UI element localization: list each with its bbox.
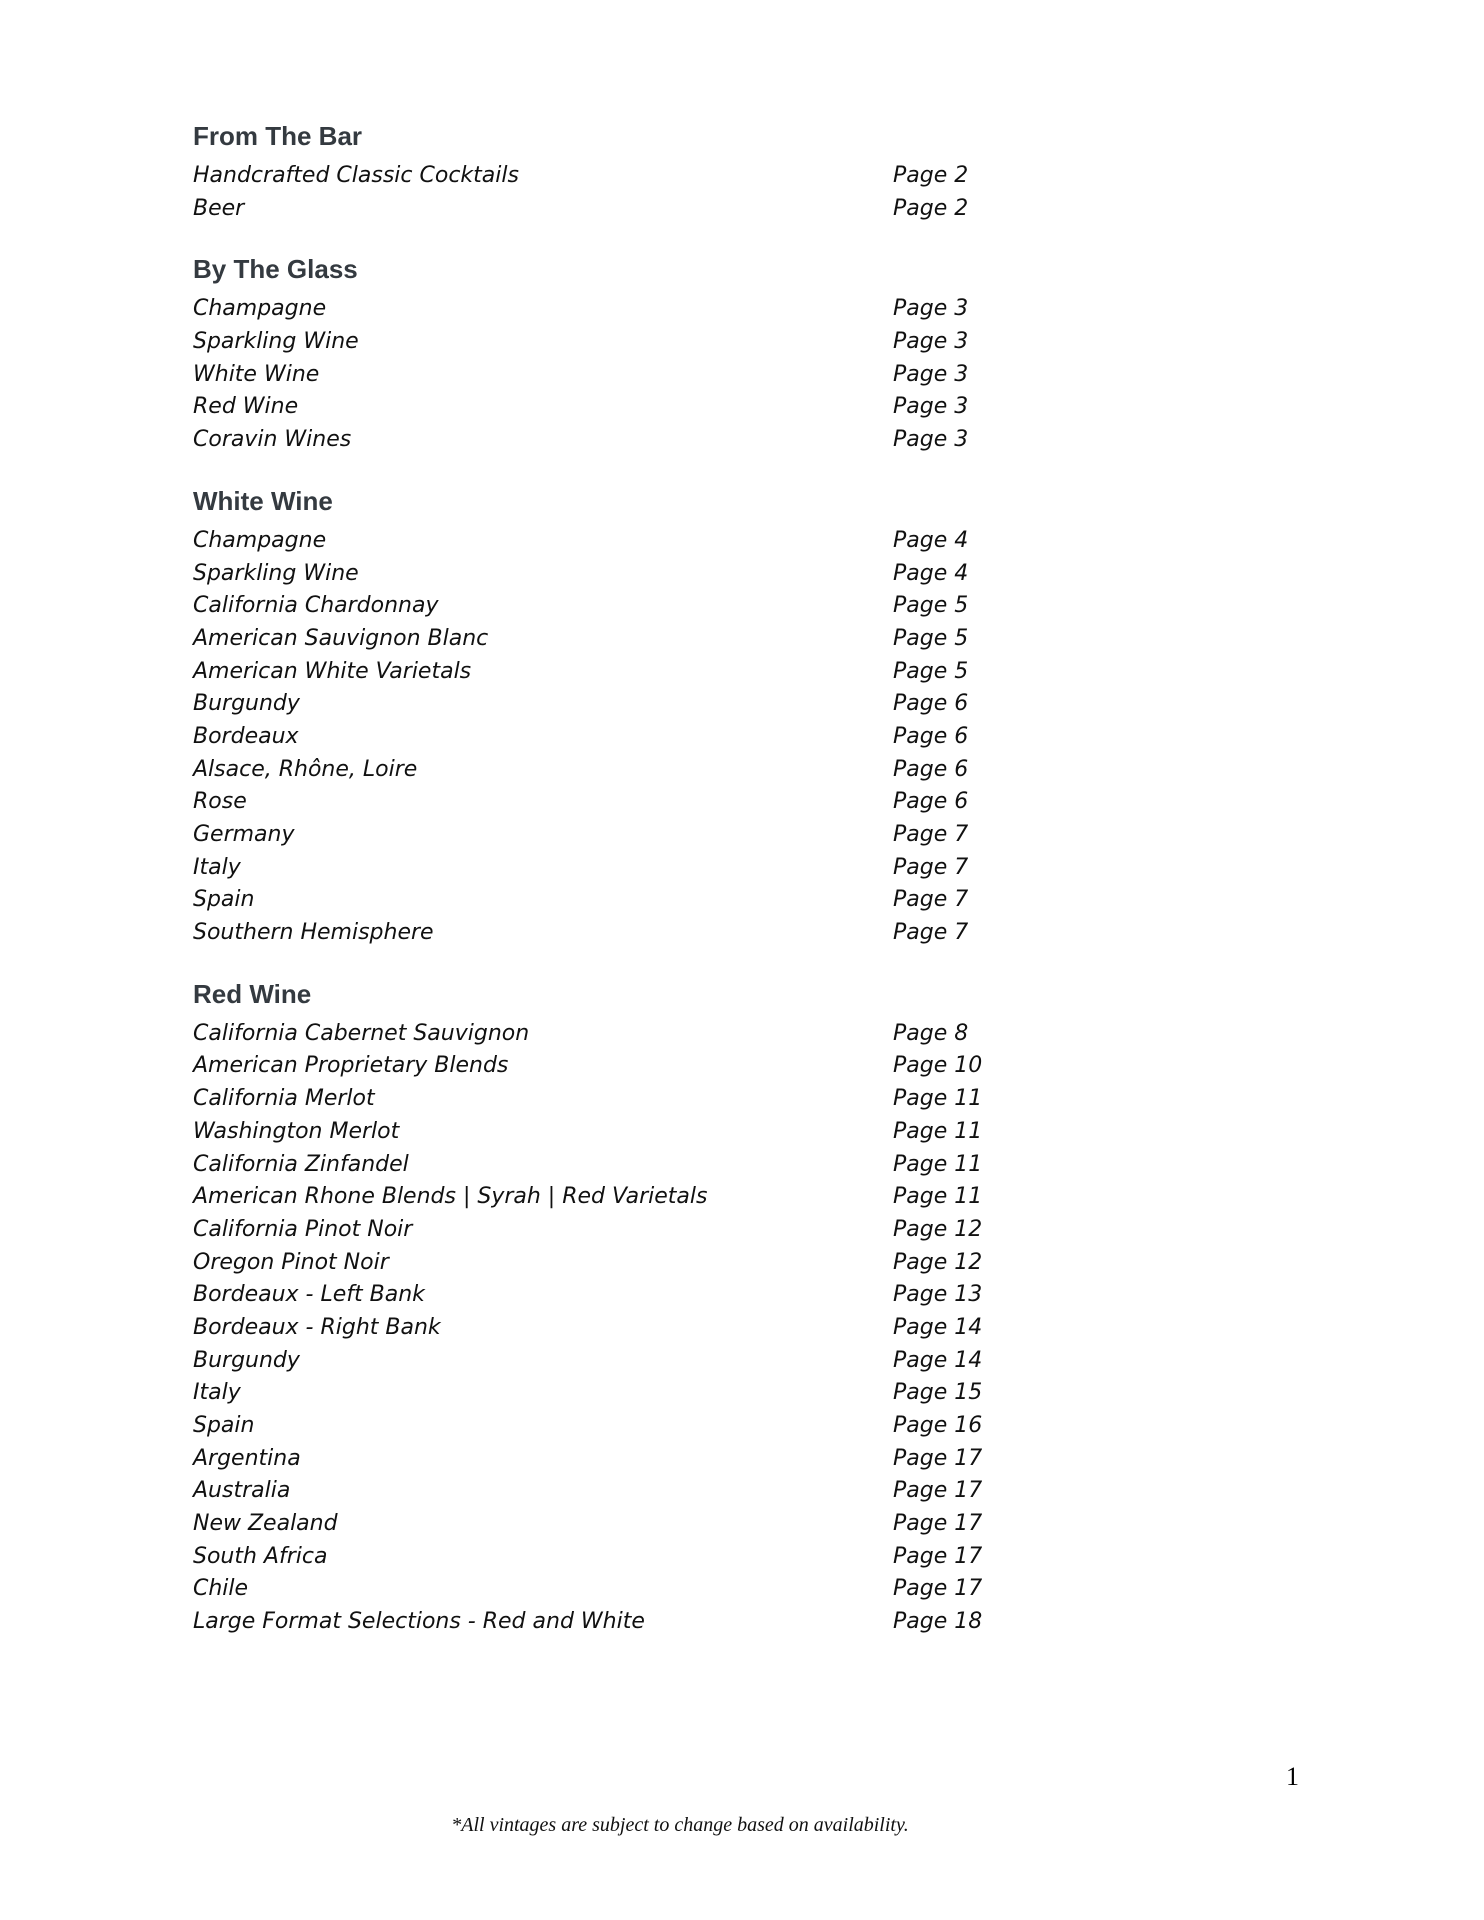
toc-entry [193,326,1093,359]
toc-entry-page: Page 6 [893,691,969,717]
toc-entry-page: Page 12 [893,1249,983,1275]
toc-entry-page: Page 17 [893,1511,983,1537]
toc-entry [193,786,1093,819]
toc-entry-label: Sparkling Wine [193,560,359,586]
section-heading: Red Wine [193,978,312,1009]
toc-entry-page: Page 11 [893,1151,983,1177]
toc-entry [193,1475,1093,1508]
toc-entry-label: Argentina [193,1445,301,1471]
toc-entry-page: Page 8 [893,1020,969,1046]
toc-entry-label: Australia [193,1478,291,1504]
toc-entry-page: Page 5 [893,658,969,684]
toc-entry-page: Page 4 [893,527,969,553]
toc-entry [193,754,1093,787]
toc-entry-page: Page 3 [893,296,969,322]
toc-entry [193,359,1093,392]
toc-entry [193,656,1093,689]
toc-entry [193,293,1093,326]
toc-entry [193,525,1093,558]
toc-entry-label: California Zinfandel [193,1151,409,1177]
toc-entry [193,424,1093,457]
toc-entry [193,1181,1093,1214]
toc-entry [193,1116,1093,1149]
toc-entry-label: Champagne [193,296,327,322]
toc-entry [193,391,1093,424]
toc-entry-label: Beer [193,195,245,221]
toc-section [193,118,1093,225]
toc-entry-label: Bordeaux - Left Bank [193,1282,425,1308]
toc-entry [193,558,1093,591]
toc-entry-page: Page 17 [893,1478,983,1504]
page-number: 1 [1286,1762,1299,1791]
toc-entry-label: Coravin Wines [193,427,352,453]
toc-entry [193,1083,1093,1116]
toc-entry-label: California Cabernet Sauvignon [193,1020,530,1046]
toc-entry-page: Page 15 [893,1380,983,1406]
toc-entry-label: Sparkling Wine [193,329,359,355]
toc-entry-label: American Rhone Blends | Syrah | Red Varietals [193,1184,708,1210]
toc-entry-label: Italy [193,1380,241,1406]
section-heading: White Wine [193,485,333,516]
toc-entry-page: Page 3 [893,361,969,387]
toc-entry [193,819,1093,852]
toc-section [193,483,1093,950]
toc-entry-label: Burgundy [193,691,300,717]
toc-entry [193,160,1093,193]
toc-entry-label: American White Varietals [193,658,472,684]
toc-entry-label: Large Format Selections - Red and White [193,1609,645,1635]
toc-entry [193,1345,1093,1378]
toc-entry [193,1573,1093,1606]
toc-entry [193,852,1093,885]
toc-entry-page: Page 3 [893,394,969,420]
toc-entry-label: Spain [193,1413,255,1438]
toc-entry [193,1214,1093,1247]
toc-entry-label: Italy [193,854,241,880]
toc-entry [193,688,1093,721]
toc-entry-page: Page 7 [893,920,969,946]
toc-entry-page: Page 6 [893,756,969,782]
toc-entry-page: Page 17 [893,1543,983,1569]
toc-entry-page: Page 4 [893,560,969,586]
section-heading: By The Glass [193,254,358,285]
toc-entry-label: Germany [193,822,295,847]
toc-entry-label: Rose [193,789,247,815]
toc-entry-label: Bordeaux - Right Bank [193,1314,441,1340]
toc-entry [193,917,1093,950]
toc-entry-label: California Pinot Noir [193,1216,413,1242]
toc-entry-page: Page 12 [893,1216,983,1242]
toc-entry [193,623,1093,656]
toc-entry [193,1247,1093,1280]
toc-entry [193,721,1093,754]
toc-entry-page: Page 7 [893,822,969,847]
toc-entry-page: Page 2 [893,195,969,221]
toc-entry-page: Page 5 [893,625,969,651]
toc-entry-page: Page 17 [893,1445,983,1471]
toc-entry [193,1541,1093,1574]
toc-entry-page: Page 14 [893,1314,983,1340]
toc-entry [193,1606,1093,1639]
toc-entry-label: White Wine [193,361,320,387]
toc-entry [193,1410,1093,1443]
toc-entry-page: Page 6 [893,723,969,749]
toc-entry-label: Burgundy [193,1347,300,1373]
section-heading: From The Bar [193,121,363,151]
toc-entry-label: American Sauvignon Blanc [193,625,489,651]
toc-entry-label: Champagne [193,527,327,553]
toc-entry-label: Alsace, Rhône, Loire [193,756,418,782]
toc-entry-label: South Africa [193,1543,328,1569]
toc-entry-label: Bordeaux [193,723,299,749]
toc-entry [193,1508,1093,1541]
toc-entry-page: Page 11 [893,1184,983,1210]
toc-entry-page: Page 5 [893,593,969,619]
toc-section [193,976,1093,1639]
toc-entry-page: Page 11 [893,1086,983,1112]
toc-entry-label: New Zealand [193,1511,338,1537]
toc-entry-page: Page 3 [893,427,969,453]
toc-section [193,251,1093,456]
toc-entry-label: California Chardonnay [193,593,439,619]
toc-entry-label: Southern Hemisphere [193,920,434,946]
toc-entry-page: Page 2 [893,163,969,188]
toc-entry-label: California Merlot [193,1086,375,1112]
toc-entry-label: American Proprietary Blends [193,1053,509,1079]
toc-entry-page: Page 18 [893,1609,983,1635]
toc-entry-page: Page 17 [893,1576,983,1602]
toc-entry [193,1050,1093,1083]
toc-entry-label: Spain [193,887,255,913]
toc-entry [193,193,1093,226]
availability-footnote: *All vintages are subject to change based on availability. [451,1814,909,1836]
toc-entry-page: Page 7 [893,854,969,880]
toc-entry-page: Page 3 [893,329,969,355]
toc-entry-label: Oregon Pinot Noir [193,1249,389,1275]
toc-entry-page: Page 13 [893,1282,983,1308]
toc-entry-page: Page 7 [893,887,969,913]
toc-entry-label: Washington Merlot [193,1118,400,1144]
toc-entry [193,1149,1093,1182]
toc-entry [193,1377,1093,1410]
toc-entry-label: Handcrafted Classic Cocktails [193,163,519,188]
toc-entry-page: Page 14 [893,1347,983,1373]
toc-entry-label: Red Wine [193,394,299,420]
toc-entry-page: Page 6 [893,789,969,815]
toc-entry [193,884,1093,917]
toc-entry [193,1279,1093,1312]
toc-entry-page: Page 16 [893,1413,983,1438]
toc-entry [193,590,1093,623]
toc-entry [193,1312,1093,1345]
table-of-contents [193,118,1093,1665]
toc-entry-page: Page 11 [893,1118,983,1144]
toc-entry [193,1018,1093,1051]
toc-entry [193,1443,1093,1476]
toc-entry-page: Page 10 [893,1053,983,1079]
toc-entry-label: Chile [193,1576,249,1602]
